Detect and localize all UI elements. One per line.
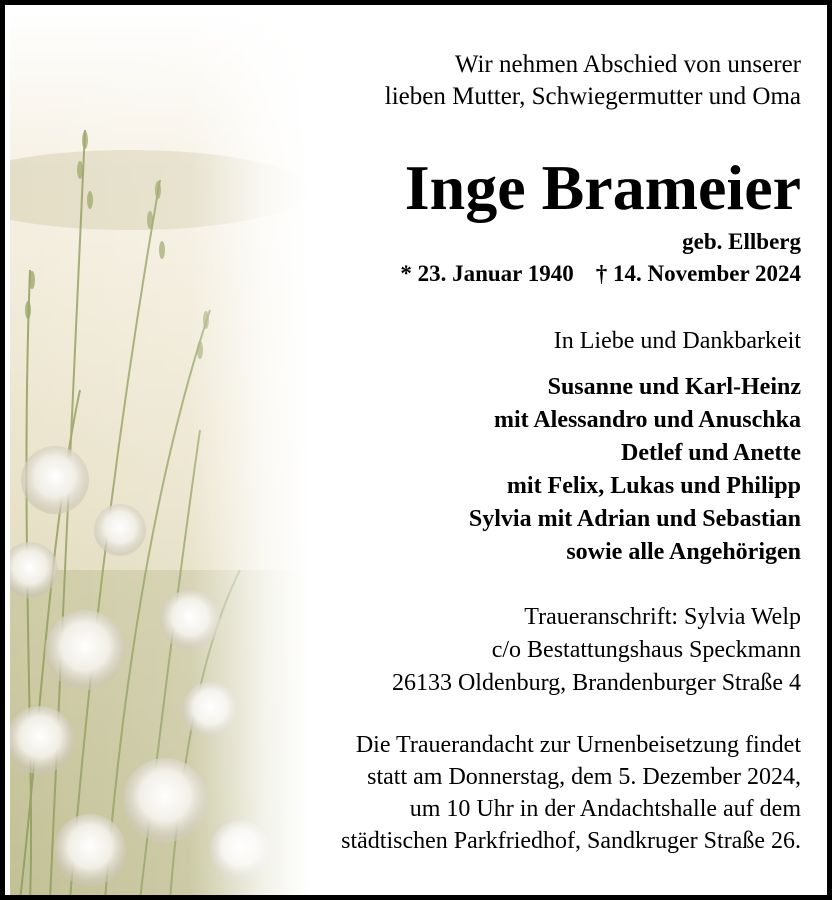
mourner-line: Detlef und Anette (621, 440, 801, 466)
thanks-line: In Liebe und Dankbarkeit (553, 328, 801, 354)
intro-text (385, 49, 801, 113)
address-line: c/o Bestattungshaus Speckmann (491, 637, 801, 663)
address-line: 26133 Oldenburg, Brandenburger Straße 4 (391, 670, 801, 696)
deceased-name: Inge Brameier (404, 152, 801, 223)
service-line: Die Trauerandacht zur Urnenbeisetzung findet (355, 732, 801, 758)
service-line: um 10 Uhr in der Andachtshalle auf dem (409, 796, 801, 822)
birth-date: * 23. Januar 1940 (400, 261, 574, 286)
mourner-line: Sylvia mit Adrian und Sebastian (468, 506, 801, 532)
dandelion-meadow-photo (10, 10, 310, 900)
mourners-list (469, 371, 801, 569)
mourner-line: mit Alessandro und Anuschka (493, 407, 801, 433)
life-dates (400, 259, 801, 289)
service-line: städtischen Parkfriedhof, Sandkruger Straße 26. (341, 828, 801, 854)
intro-line: lieben Mutter, Schwiegermutter und Oma (384, 83, 801, 110)
born-name: geb. Ellberg (682, 229, 801, 254)
mourner-line: Susanne und Karl-Heinz (547, 374, 801, 400)
service-line: statt am Donnerstag, dem 5. Dezember 2024, (367, 764, 801, 790)
service-details (341, 729, 801, 857)
death-date: † 14. November 2024 (595, 261, 801, 286)
meadow-illustration (10, 10, 310, 900)
intro-line: Wir nehmen Abschied von unserer (454, 51, 801, 78)
mourning-address (392, 601, 801, 700)
mourner-line: mit Felix, Lukas und Philipp (506, 473, 801, 499)
mourner-line: sowie alle Angehörigen (566, 539, 801, 565)
address-line: Traueranschrift: Sylvia Welp (524, 604, 801, 630)
